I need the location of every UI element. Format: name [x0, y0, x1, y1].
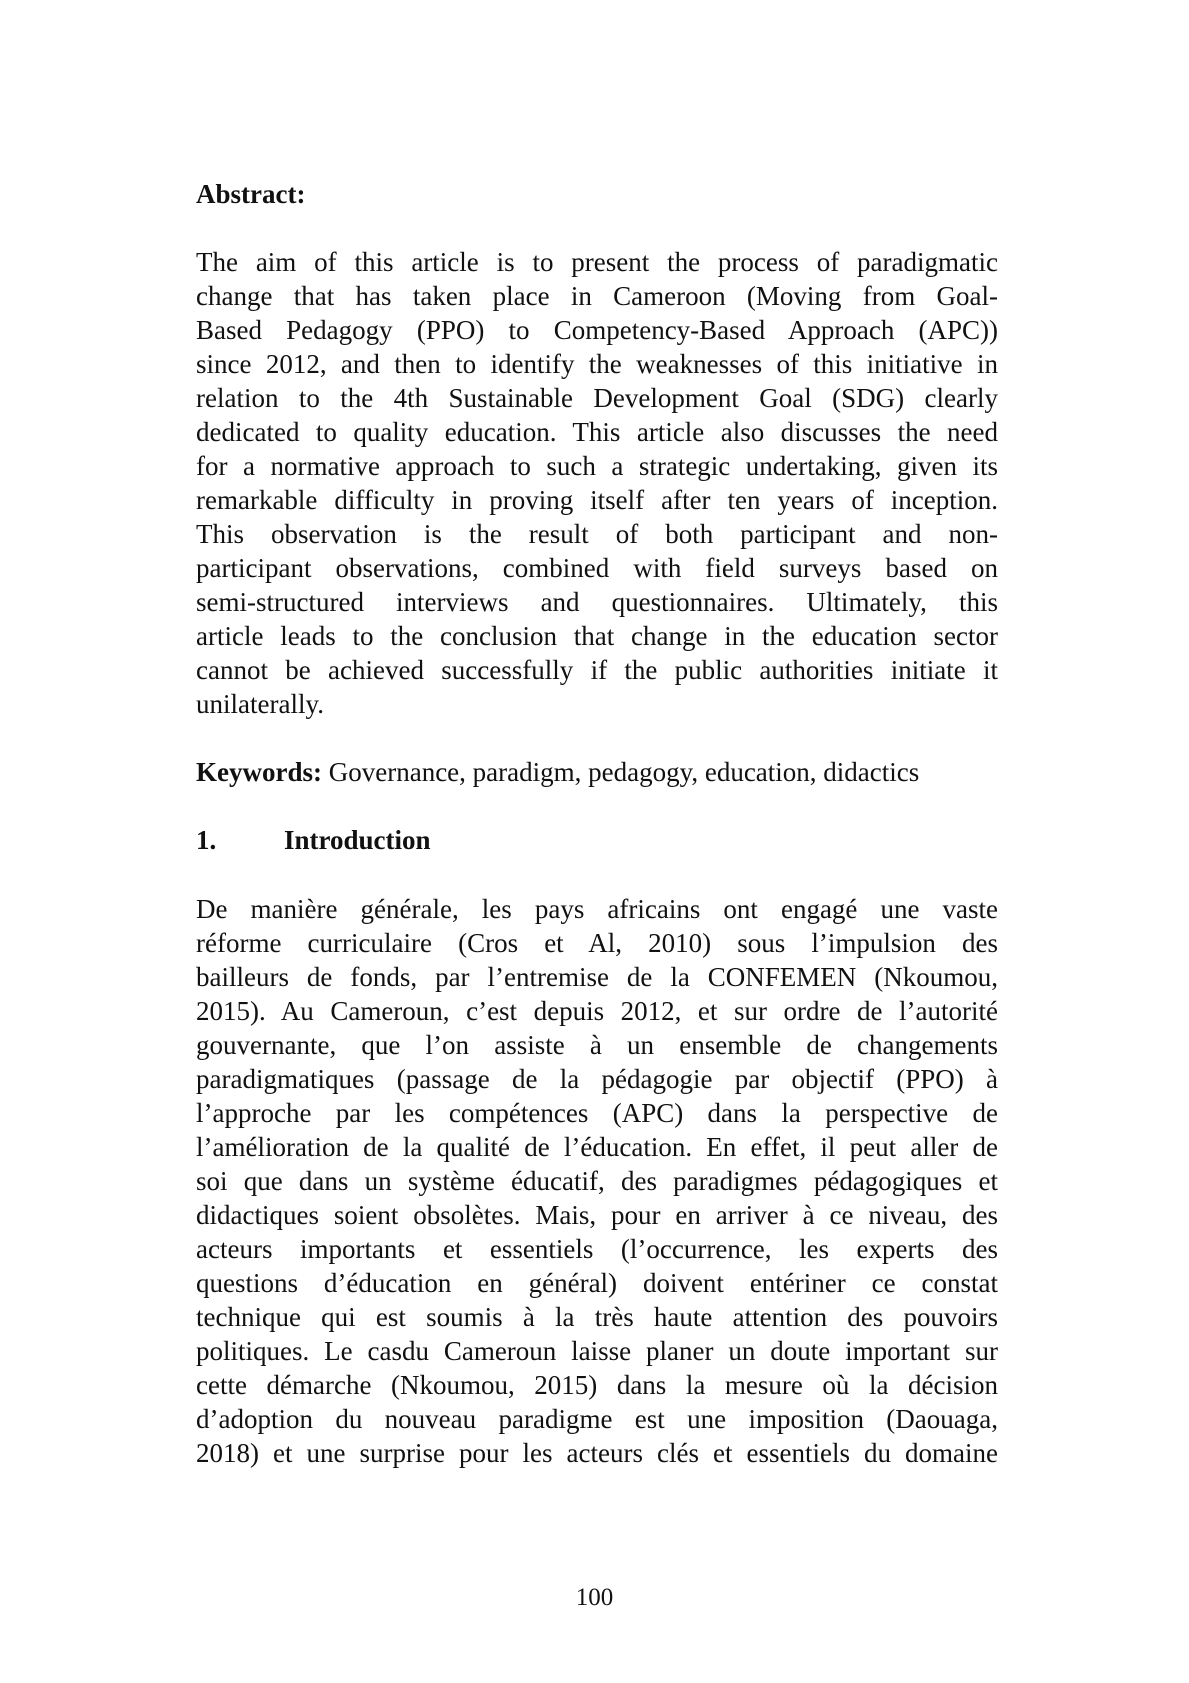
intro-line: didactiques soient obsolètes. Mais, pour en arriver à ce niveau, des: [196, 1200, 998, 1230]
intro-line: d’adoption du nouveau paradigme est une imposition (Daouaga,: [196, 1404, 998, 1434]
abstract-line: The aim of this article is to present the process of paradigmatic: [196, 247, 998, 277]
intro-line: l’amélioration de la qualité de l’éducation. En effet, il peut aller de: [196, 1132, 998, 1162]
keywords-value: Governance, paradigm, pedagogy, education, didactics: [321, 757, 920, 787]
intro-line: cette démarche (Nkoumou, 2015) dans la mesure où la décision: [196, 1370, 998, 1400]
intro-line: 2018) et une surprise pour les acteurs clés et essentiels du domaine: [196, 1438, 998, 1468]
abstract-line: since 2012, and then to identify the weaknesses of this initiative in: [196, 349, 998, 379]
intro-line: réforme curriculaire (Cros et Al, 2010) sous l’impulsion des: [196, 928, 998, 958]
intro-line: soi que dans un système éducatif, des paradigmes pédagogiques et: [196, 1166, 998, 1196]
abstract-line: semi-structured interviews and questionnaires. Ultimately, this: [196, 587, 998, 617]
abstract-line: unilaterally.: [196, 689, 324, 719]
abstract-line: relation to the 4th Sustainable Development Goal (SDG) clearly: [196, 383, 998, 413]
section-title: Introduction: [284, 825, 431, 855]
abstract-line: for a normative approach to such a strategic undertaking, given its: [196, 451, 998, 481]
abstract-line: cannot be achieved successfully if the public authorities initiate it: [196, 655, 998, 685]
keywords: [196, 755, 998, 789]
abstract-line: This observation is the result of both participant and non-: [196, 519, 998, 549]
keywords-label: Keywords:: [196, 757, 322, 787]
intro-line: De manière générale, les pays africains ont engagé une vaste: [196, 894, 998, 924]
page-number: 100: [575, 1584, 614, 1611]
abstract-heading: Abstract:: [196, 179, 306, 209]
section-heading: [196, 823, 431, 857]
intro-line: 2015). Au Cameroun, c’est depuis 2012, et sur ordre de l’autorité: [196, 996, 998, 1026]
intro-line: gouvernante, que l’on assiste à un ensemble de changements: [196, 1030, 998, 1060]
abstract-line: participant observations, combined with field surveys based on: [196, 553, 998, 583]
abstract-line: change that has taken place in Cameroon (Moving from Goal-: [196, 281, 998, 311]
intro-line: acteurs importants et essentiels (l’occurrence, les experts des: [196, 1234, 998, 1264]
abstract-line: Based Pedagogy (PPO) to Competency-Based Approach (APC)): [196, 315, 998, 345]
section-number: 1.: [196, 825, 217, 855]
abstract-line: dedicated to quality education. This article also discusses the need: [196, 417, 998, 447]
intro-line: questions d’éducation en général) doivent entériner ce constat: [196, 1268, 998, 1298]
intro-line: technique qui est soumis à la très haute attention des pouvoirs: [196, 1302, 998, 1332]
intro-line: paradigmatiques (passage de la pédagogie par objectif (PPO) à: [196, 1064, 998, 1094]
intro-line: bailleurs de fonds, par l’entremise de la CONFEMEN (Nkoumou,: [196, 962, 998, 992]
intro-line: l’approche par les compétences (APC) dans la perspective de: [196, 1098, 998, 1128]
intro-line: politiques. Le casdu Cameroun laisse planer un doute important sur: [196, 1336, 998, 1366]
abstract-line: remarkable difficulty in proving itself after ten years of inception.: [196, 485, 998, 515]
abstract-line: article leads to the conclusion that change in the education sector: [196, 621, 998, 651]
